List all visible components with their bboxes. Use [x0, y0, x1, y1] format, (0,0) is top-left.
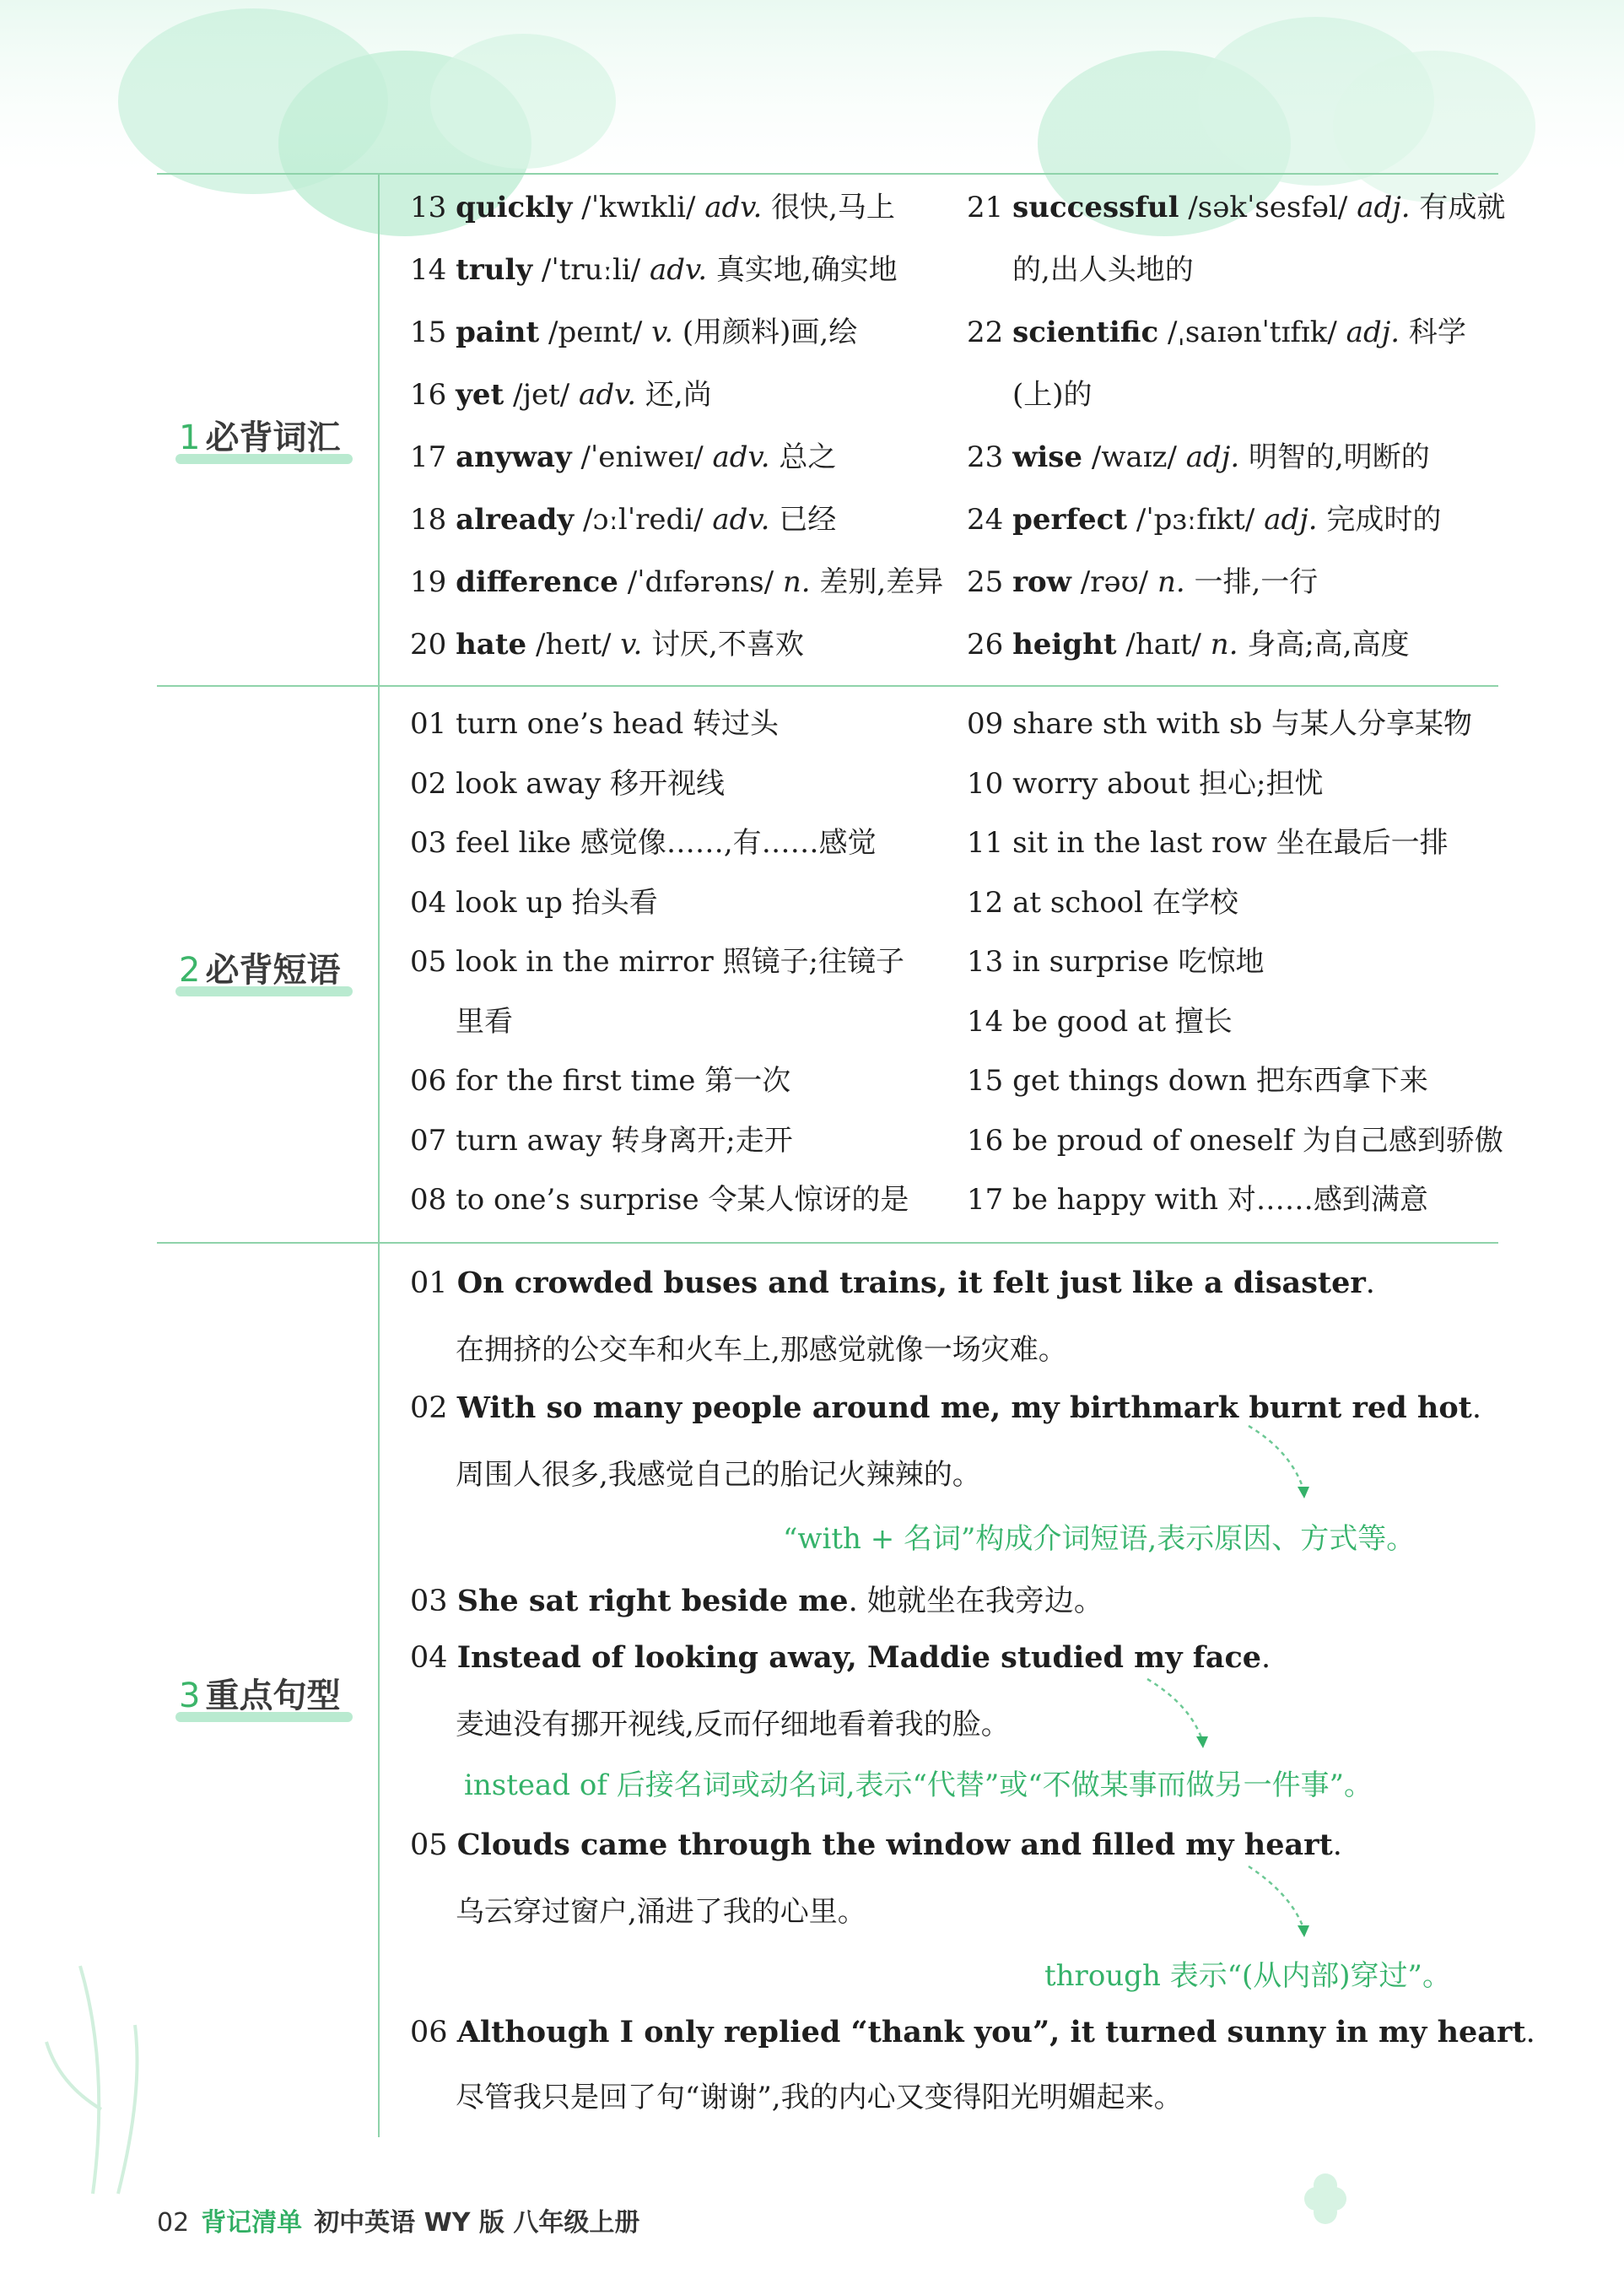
entry-number: 05	[410, 1828, 448, 1862]
footer-brand: 背记清单	[201, 2208, 303, 2238]
sentence-translation: 在拥挤的公交车和火车上,那感觉就像一场灾难。	[456, 1333, 1067, 1367]
vocab-word: difference	[456, 565, 618, 599]
vocab-meaning: 一排,一行	[1194, 565, 1319, 599]
section-title: 必背词汇	[205, 418, 341, 457]
vocab-word: already	[456, 503, 575, 537]
vocab-meaning: 明智的,明断的	[1248, 440, 1430, 474]
vocab-pos: v.	[620, 628, 643, 661]
sentence-translation: 尽管我只是回了句“谢谢”,我的内心又变得阳光明媚起来。	[456, 2081, 1183, 2114]
entry-number: 01	[410, 707, 447, 741]
entry-number: 25	[967, 565, 1004, 599]
vocab-meaning-cont: 的,出人头地的	[1012, 253, 1194, 287]
vocab-ipa: /ˈpɜːfɪkt/	[1136, 503, 1255, 537]
vocab-entry	[410, 380, 712, 411]
vocab-word: successful	[1012, 191, 1179, 224]
vocab-ipa: /ˌsaɪənˈtɪfɪk/	[1168, 316, 1337, 349]
vocab-meaning: 已经	[779, 503, 837, 537]
vocab-meaning-cont: (上)的	[1012, 378, 1093, 412]
phrase-entry	[967, 828, 1449, 859]
entry-number: 15	[967, 1064, 1004, 1098]
entry-number: 15	[410, 316, 447, 349]
phrase-text: to one’s surprise 令某人惊讶的是	[456, 1183, 909, 1217]
phrase-text: at school 在学校	[1012, 885, 1238, 920]
section-number: 2	[179, 951, 201, 990]
section-label-vocab	[179, 411, 364, 459]
phrase-text: get things down 把东西拿下来	[1012, 1064, 1428, 1098]
entry-number: 16	[967, 1123, 1004, 1158]
sentence-english: On crowded buses and trains, it felt just like a disaster	[456, 1266, 1366, 1300]
vocab-meaning: 差别,差异	[819, 565, 944, 599]
vocab-pos: adv.	[712, 440, 770, 474]
section-label-phrases	[179, 943, 364, 991]
footer-book-title: 初中英语 WY 版 八年级上册	[314, 2208, 640, 2238]
top-rule	[157, 173, 1498, 175]
vocab-pos: adv.	[579, 378, 637, 412]
sentence-english: Instead of looking away, Maddie studied my face	[456, 1640, 1262, 1675]
entry-number: 03	[410, 1585, 448, 1618]
vocab-ipa: /ˈkwɪkli/	[581, 191, 696, 224]
vocab-entry	[410, 255, 898, 286]
phrase-entry	[410, 885, 658, 920]
vocab-word: perfect	[1012, 503, 1128, 537]
phrase-text: for the first time 第一次	[456, 1064, 791, 1098]
entry-number: 06	[410, 1064, 447, 1098]
entry-number: 18	[410, 503, 447, 537]
entry-number: 08	[410, 1183, 447, 1217]
sentence-row: 01 On crowded buses and trains, it felt just like a disaster.	[410, 1266, 1375, 1300]
section-label-sentences	[179, 1669, 364, 1717]
sentence-english: She sat right beside me	[456, 1584, 849, 1618]
sentence-translation: 麦迪没有挪开视线,反而仔细地看着我的脸。	[456, 1708, 1010, 1741]
entry-number: 05	[410, 945, 447, 979]
vocab-pos: n.	[1210, 628, 1238, 661]
vocab-word: anyway	[456, 440, 572, 474]
vocab-meaning: 身高;高,高度	[1247, 628, 1410, 661]
phrase-text: be happy with 对……感到满意	[1012, 1183, 1428, 1217]
vocab-ipa: /peɪnt/	[548, 316, 643, 349]
vocab-meaning: 很快,马上	[771, 191, 895, 224]
vocab-pos: n.	[1157, 565, 1185, 599]
phrase-entry	[410, 1185, 909, 1216]
vocab-entry	[967, 442, 1430, 473]
sentence-row: 02 With so many people around me, my birthmark burnt red hot.	[410, 1390, 1481, 1425]
vocab-entry	[967, 629, 1410, 661]
vocab-entry	[410, 192, 895, 224]
entry-number: 04	[410, 885, 447, 920]
phrase-entry	[967, 947, 1265, 978]
phrase-text: sit in the last row 坐在最后一排	[1012, 826, 1449, 860]
section-number: 3	[179, 1677, 201, 1715]
vocab-meaning: 科学	[1408, 316, 1466, 349]
vocab-ipa: /rəʊ/	[1080, 565, 1149, 599]
phrase-entry	[967, 1123, 1503, 1158]
entry-number: 12	[967, 885, 1004, 920]
entry-number: 02	[410, 1391, 448, 1425]
grammar-note: instead of 后接名词或动名词,表示“代替”或“不做某事而做另一件事”。	[464, 1768, 1373, 1802]
vocab-entry	[410, 629, 804, 661]
sentence-translation: 周围人很多,我感觉自己的胎记火辣辣的。	[456, 1458, 981, 1492]
entry-number: 20	[410, 628, 447, 661]
vocab-pos: adj.	[1264, 503, 1318, 537]
vocab-pos: n.	[782, 565, 811, 599]
vocab-meaning: 完成时的	[1326, 503, 1442, 537]
vocab-entry	[967, 505, 1441, 536]
entry-number: 19	[410, 565, 447, 599]
entry-number: 07	[410, 1123, 447, 1158]
vocab-meaning: 有成就	[1419, 191, 1506, 224]
vocab-ipa: /ɔːlˈredi/	[582, 503, 704, 537]
vocab-pos: adv.	[712, 503, 770, 537]
entry-number: 10	[967, 766, 1004, 801]
vocab-entry	[967, 192, 1505, 224]
phrase-entry	[410, 828, 877, 859]
entry-number: 14	[410, 253, 447, 287]
section-divider-2	[157, 1242, 1498, 1244]
page-footer	[157, 2201, 639, 2238]
phrase-text: look in the mirror 照镜子;往镜子	[456, 945, 904, 979]
vocab-entry	[967, 317, 1466, 348]
entry-number: 22	[967, 316, 1004, 349]
phrase-entry	[967, 1185, 1428, 1216]
entry-number: 16	[410, 378, 447, 412]
vocab-ipa: /heɪt/	[535, 628, 612, 661]
phrase-text: share sth with sb 与某人分享某物	[1012, 707, 1473, 741]
sentence-english: With so many people around me, my birthmark burnt red hot	[456, 1390, 1472, 1425]
section-divider-1	[157, 685, 1498, 687]
phrase-text: look away 移开视线	[456, 766, 725, 801]
section-title: 必背短语	[205, 951, 341, 990]
vocab-word: truly	[456, 253, 533, 287]
vocab-entry	[410, 317, 857, 348]
vocab-ipa: /ˈeniweɪ/	[580, 440, 704, 474]
phrase-text: turn one’s head 转过头	[456, 707, 780, 741]
vocab-word: yet	[456, 378, 504, 412]
vocab-ipa: /ˈdɪfərəns/	[627, 565, 774, 599]
sentence-row: 05 Clouds came through the window and filled my heart.	[410, 1828, 1342, 1862]
phrase-text: worry about 担心;担忧	[1012, 766, 1324, 801]
phrase-text: be proud of oneself 为自己感到骄傲	[1012, 1123, 1503, 1158]
section-title: 重点句型	[205, 1677, 341, 1715]
sentence-row: 06 Although I only replied “thank you”, it turned sunny in my heart.	[410, 2015, 1535, 2049]
vocab-entry	[410, 505, 836, 536]
vocab-meaning: 真实地,确实地	[715, 253, 898, 287]
entry-number: 17	[410, 440, 447, 474]
vocab-entry	[967, 567, 1318, 598]
page-number: 02	[157, 2208, 190, 2238]
phrase-text: feel like 感觉像……,有……感觉	[456, 826, 877, 860]
vocab-pos: adv.	[650, 253, 708, 287]
sentence-row: 04 Instead of looking away, Maddie studied my face.	[410, 1640, 1271, 1675]
phrase-entry	[410, 947, 904, 978]
phrase-entry	[967, 1066, 1428, 1097]
entry-number: 13	[410, 191, 447, 224]
vocab-ipa: /jet/	[512, 378, 570, 412]
vocab-word: wise	[1012, 440, 1083, 474]
vocab-pos: adj.	[1357, 191, 1411, 224]
sentence-row: 03 She sat right beside me. 她就坐在我旁边。	[410, 1584, 1103, 1618]
entry-number: 01	[410, 1266, 448, 1300]
vocab-pos: v.	[651, 316, 674, 349]
column-divider	[378, 173, 380, 2137]
vocab-word: scientific	[1012, 316, 1159, 349]
phrase-text: be good at 擅长	[1012, 1004, 1233, 1039]
vocab-word: height	[1012, 628, 1117, 661]
phrase-text-cont: 里看	[456, 1004, 513, 1039]
vocab-ipa: /haɪt/	[1125, 628, 1201, 661]
grammar-note: “with + 名词”构成介词短语,表示原因、方式等。	[783, 1522, 1416, 1556]
phrase-text: turn away 转身离开;走开	[456, 1123, 793, 1158]
entry-number: 11	[967, 826, 1004, 860]
phrase-entry	[410, 1123, 793, 1158]
phrase-text: look up 抬头看	[456, 885, 658, 920]
vocab-pos: adv.	[704, 191, 763, 224]
entry-number: 02	[410, 766, 447, 801]
entry-number: 13	[967, 945, 1004, 979]
phrase-entry	[410, 1066, 790, 1097]
vocab-ipa: /səkˈsesfəl/	[1188, 191, 1348, 224]
vocab-entry	[410, 442, 836, 473]
entry-number: 06	[410, 2016, 448, 2049]
sentence-translation: 乌云穿过窗户,涌进了我的心里。	[456, 1895, 866, 1929]
entry-number: 24	[967, 503, 1004, 537]
vocab-ipa: /ˈtruːli/	[541, 253, 641, 287]
entry-number: 21	[967, 191, 1004, 224]
vocab-ipa: /waɪz/	[1091, 440, 1177, 474]
vocab-entry	[410, 567, 943, 598]
vocab-word: row	[1012, 565, 1071, 599]
vocab-pos: adj.	[1346, 316, 1400, 349]
phrase-entry	[967, 709, 1472, 740]
sentence-english: Clouds came through the window and filled my heart	[456, 1828, 1333, 1862]
vocab-word: paint	[456, 316, 540, 349]
entry-number: 17	[967, 1183, 1004, 1217]
phrase-entry	[410, 709, 779, 740]
vocab-meaning: 总之	[779, 440, 837, 474]
sentence-english: Although I only replied “thank you”, it turned sunny in my heart	[456, 2015, 1526, 2049]
phrase-text: in surprise 吃惊地	[1012, 945, 1265, 979]
entry-number: 04	[410, 1641, 448, 1675]
grammar-note: through 表示“(从内部)穿过”。	[1044, 1959, 1451, 1993]
section-number: 1	[179, 418, 201, 457]
entry-number: 26	[967, 628, 1004, 661]
entry-number: 23	[967, 440, 1004, 474]
vocab-word: hate	[456, 628, 527, 661]
entry-number: 09	[967, 707, 1004, 741]
vocab-meaning: (用颜料)画,绘	[682, 316, 858, 349]
vocab-pos: adj.	[1185, 440, 1240, 474]
vocab-word: quickly	[456, 191, 573, 224]
vocab-meaning: 还,尚	[645, 378, 712, 412]
entry-number: 03	[410, 826, 447, 860]
phrase-entry	[967, 1004, 1233, 1039]
phrase-entry	[967, 766, 1324, 801]
sentence-translation: 她就坐在我旁边。	[866, 1585, 1103, 1618]
phrase-entry	[967, 885, 1238, 920]
entry-number: 14	[967, 1004, 1004, 1039]
vocab-meaning: 讨厌,不喜欢	[651, 628, 804, 661]
phrase-entry	[410, 766, 725, 801]
